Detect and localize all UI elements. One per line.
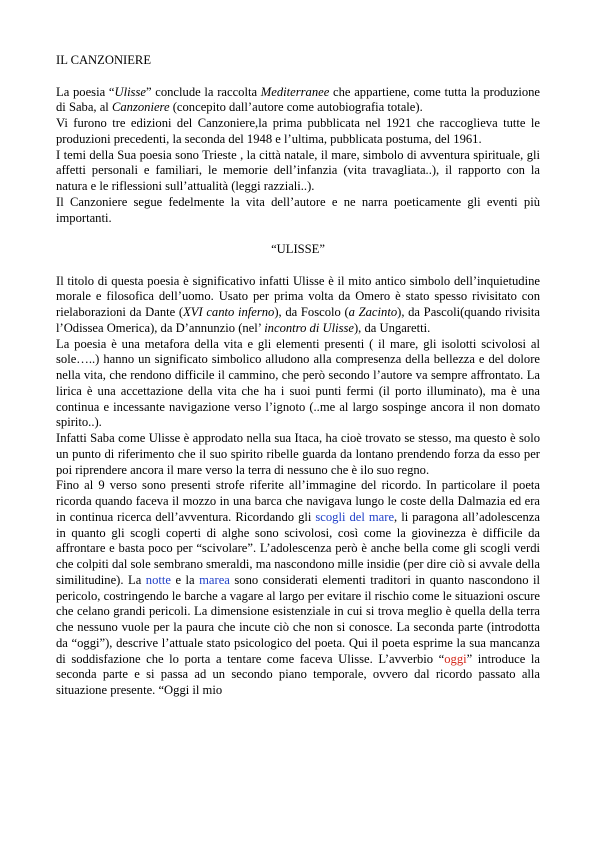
text-run: , li paragona all’adolescenza in quanto gli scogli coperti di alghe sono scivolosi, così come la giovinezza è difficile da affrontare e basta poco per “scivolare”. L’adolescenza però è anche bella come gli scogli verdi che colpiti dal sole sembrano smeraldi, ma nascondono mille insidie (per dire ciò si avvale della similitudine). La [56, 509, 541, 587]
intro-paragraph-3: I temi della Sua poesia sono Trieste , la città natale, il mare, simbolo di avventura spirituale, gli affetti personali e familiari, le memorie dell’infanzia (vita travagliata..), il rapporto con la natura e le riflessioni sull’attualità (leggi razziali..). [56, 147, 540, 193]
text-run: ), da Foscolo ( [274, 305, 349, 319]
spacer [56, 226, 540, 242]
text-run: ), da Pascoli(quando rivisita l’Odissea Omerica), da D’annunzio (nel’ [56, 305, 540, 335]
text-run: Fino al 9 verso sono presenti strofe riferite all’immagine del ricordo. In particolare il poeta ricorda quando faceva il mozzo in una barca che navigava lungo le coste della Dalmazia ed era in continua ricerca dell’avventura. Ricordando gli [56, 478, 540, 524]
italic-xvi-canto: XVI canto inferno [183, 305, 275, 319]
text-run: che appartiene, come tutta la produzione di Saba, al [56, 84, 541, 115]
intro-paragraph-1 [56, 85, 540, 117]
italic-incontro: incontro di Ulisse [264, 320, 354, 335]
body-paragraph-3: Infatti Saba come Ulisse è approdato nella sua Itaca, ha cioè trovato se stesso, ma questo è solo un punto di riferimento che il suo spirito ribelle guarda da lontano prendendo forza da esso per poi riprendere ancora il mare verso la terra di nessuno che è ilo suo regno. [56, 431, 540, 477]
text-run: sono considerati elementi traditori in quanto nascondono il pericolo, costringendo le barche a vagare al largo per evitare il rischio come le situazioni oscure che celano grandi pericoli. La dimensione esistenziale in cui si trova meglio è quella della terra che nessuno vuole per la paura che incute ciò che non si conosce. La seconda parte (introdotta da “oggi”), descrive l’attuale stato psicologico del poeta. Qui il poeta esprime la sua mancanza di soddisfazione che lo porta a tentare come faceva Ulisse. L’avverbio “ [56, 572, 541, 666]
highlight-scogli: scogli del mare [315, 509, 395, 524]
text-run: ), da Ungaretti. [353, 320, 431, 335]
body-paragraph-4 [56, 478, 540, 699]
highlight-marea: marea [199, 572, 230, 587]
highlight-notte: notte [145, 572, 171, 587]
intro-paragraph-2: Vi furono tre edizioni del Canzoniere,la prima pubblicata nel 1921 che raccoglieva tutte le produzioni precedenti, la seconda del 1948 e l’ultima, pubblicata postuma, del 1961. [56, 116, 540, 146]
text-run: La poesia “ [56, 84, 115, 99]
text-run: ” introduce la seconda parte e si passa ad un secondo piano temporale, ovvero dal ricordo passato alla situazione presente. “Oggi il mio [56, 651, 540, 697]
italic-canzoniere: Canzoniere [111, 100, 170, 115]
italic-ulisse: Ulisse [114, 84, 146, 99]
italic-zacinto: a Zacinto [348, 305, 398, 319]
intro-paragraph-4: Il Canzoniere segue fedelmente la vita dell’autore e ne narra poeticamente gli eventi più importanti. [56, 194, 540, 225]
spacer [56, 69, 540, 85]
text-run: Il titolo di questa poesia è significativo infatti Ulisse è il mito antico simbolo dell’inquietudine morale e filosofica dell’uomo. Usato per prima volta da Omero è stato spesso rivisitato con rielaborazioni da Dante ( [56, 273, 540, 319]
spacer [56, 258, 540, 274]
document-title: IL CANZONIERE [56, 53, 152, 67]
italic-mediterranee: Mediterranee [260, 84, 330, 99]
highlight-oggi: oggi [444, 651, 467, 666]
text-run: (concepito dall’autore come autobiografia totale). [169, 100, 423, 115]
section-subtitle: “ULISSE” [271, 242, 325, 256]
text-run: ” conclude la raccolta [145, 84, 261, 99]
text-run: e la [170, 572, 200, 587]
body-paragraph-2: La poesia è una metafora della vita e gli elementi presenti ( il mare, gli isolotti scivolosi al sole…..) hanno un significato simbolico alludono alla compresenza della bellezza e del dolore nella vita, che rendono difficile il cammino, che però secondo l’autore va sempre affrontato. La lirica è una accettazione della vita che ha i suoi punti fermi (il porto illuminato), ma è una continua e incessante navigazione verso l’ignoto (..me al largo sospinge ancora il non domato spirito..). [56, 336, 540, 430]
body-paragraph-1 [56, 274, 540, 337]
